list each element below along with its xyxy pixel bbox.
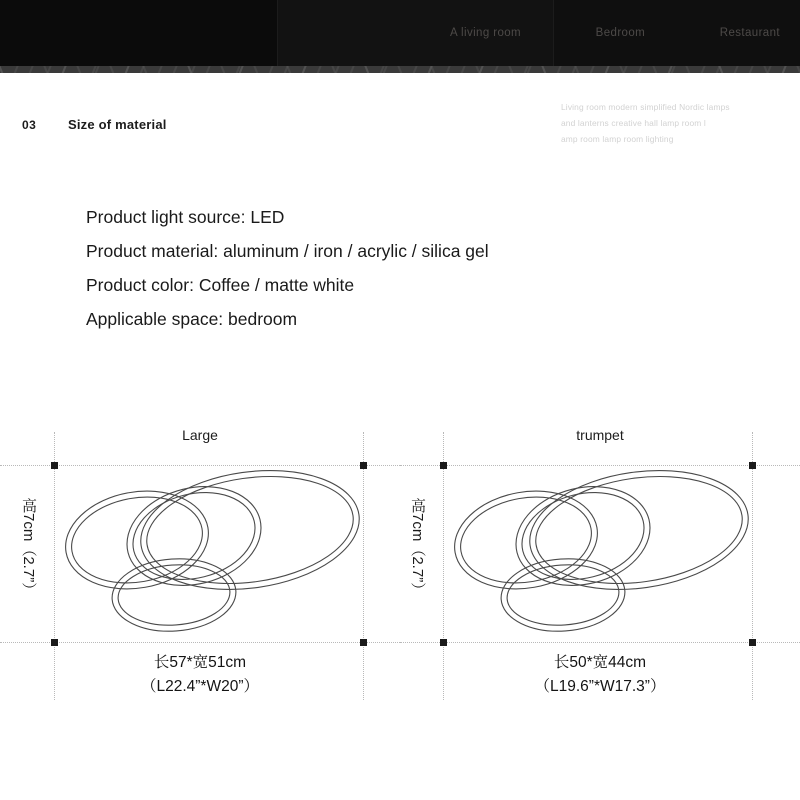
size-cm-label-trumpet: 长50*宽44cm	[553, 654, 647, 671]
dimension-marker-bottom-right	[360, 639, 367, 646]
texture-stripe	[492, 66, 500, 73]
texture-stripe	[795, 66, 800, 73]
section-description	[561, 99, 791, 147]
texture-stripe	[396, 66, 404, 73]
texture-stripe	[444, 66, 452, 73]
dimension-diagram-trumpet	[400, 420, 800, 710]
section-number: 03	[22, 118, 37, 132]
dimension-marker-bottom-right	[749, 639, 756, 646]
texture-stripe	[507, 66, 515, 73]
diagram-title-large: Large	[182, 427, 218, 443]
guide-line-top	[400, 465, 800, 466]
texture-stripe	[204, 66, 212, 73]
size-inch-label-trumpet: （L19.6”*W17.3”）	[534, 678, 666, 695]
texture-stripe	[540, 66, 548, 73]
texture-stripe	[27, 66, 35, 73]
guide-line-bottom	[0, 642, 400, 643]
height-label-trumpet: 高7cm（2.7”）	[409, 498, 426, 598]
texture-stripe	[684, 66, 692, 73]
top-banner	[0, 0, 800, 66]
texture-stripe	[732, 66, 740, 73]
description-line-3: amp room lamp room lighting	[561, 134, 674, 144]
nav-link-living-room[interactable]: A living room	[450, 27, 522, 39]
lamp-illustration-large	[54, 468, 364, 640]
texture-stripe	[651, 66, 659, 73]
banner-nav	[440, 0, 800, 66]
section-title: Size of material	[68, 117, 167, 132]
banner-texture-strip	[0, 66, 800, 73]
texture-stripe	[300, 66, 308, 73]
size-inch-label-large: （L22.4”*W20”）	[140, 678, 259, 695]
size-cm-label-large: 长57*宽51cm	[153, 654, 247, 671]
spec-color: Product color: Coffee / matte white	[86, 275, 355, 295]
lamp-illustration-trumpet	[443, 468, 753, 640]
guide-line-bottom	[400, 642, 800, 643]
texture-stripe	[156, 66, 164, 73]
texture-stripe	[252, 66, 260, 73]
texture-stripe	[108, 66, 116, 73]
texture-stripe	[60, 66, 68, 73]
texture-stripe	[411, 66, 419, 73]
texture-stripe	[0, 66, 5, 73]
texture-stripe	[267, 66, 275, 73]
texture-stripe	[747, 66, 755, 73]
spec-applicable-space: Applicable space: bedroom	[86, 309, 298, 329]
diagram-title-trumpet: trumpet	[576, 427, 624, 443]
height-label-large: 高7cm（2.7”）	[20, 498, 37, 598]
texture-stripe	[219, 66, 227, 73]
texture-stripe	[699, 66, 707, 73]
description-line-1: Living room modern simplified Nordic lamps	[561, 102, 730, 112]
dimension-diagram-large	[0, 420, 400, 710]
section-heading-row	[0, 102, 800, 148]
dimension-marker-bottom-left	[440, 639, 447, 646]
nav-link-restaurant[interactable]: Restaurant	[719, 27, 780, 39]
texture-stripe	[171, 66, 179, 73]
texture-stripe	[315, 66, 323, 73]
texture-stripe	[12, 66, 20, 73]
nav-link-bedroom[interactable]: Bedroom	[595, 27, 646, 39]
texture-stripe	[603, 66, 611, 73]
guide-line-top	[0, 465, 400, 466]
dimension-marker-bottom-left	[51, 639, 58, 646]
product-spec-list	[86, 200, 706, 336]
texture-stripe	[780, 66, 788, 73]
description-line-2: and lanterns creative hall lamp room l	[561, 118, 706, 128]
texture-stripe	[123, 66, 131, 73]
texture-stripe	[588, 66, 596, 73]
texture-stripe	[363, 66, 371, 73]
spec-material: Product material: aluminum / iron / acrylic / silica gel	[86, 241, 489, 261]
texture-stripe	[636, 66, 644, 73]
banner-panel-1	[0, 0, 277, 66]
spec-light-source: Product light source: LED	[86, 207, 285, 227]
texture-stripe	[459, 66, 467, 73]
texture-stripe	[348, 66, 356, 73]
texture-stripe	[75, 66, 83, 73]
texture-stripe	[555, 66, 563, 73]
